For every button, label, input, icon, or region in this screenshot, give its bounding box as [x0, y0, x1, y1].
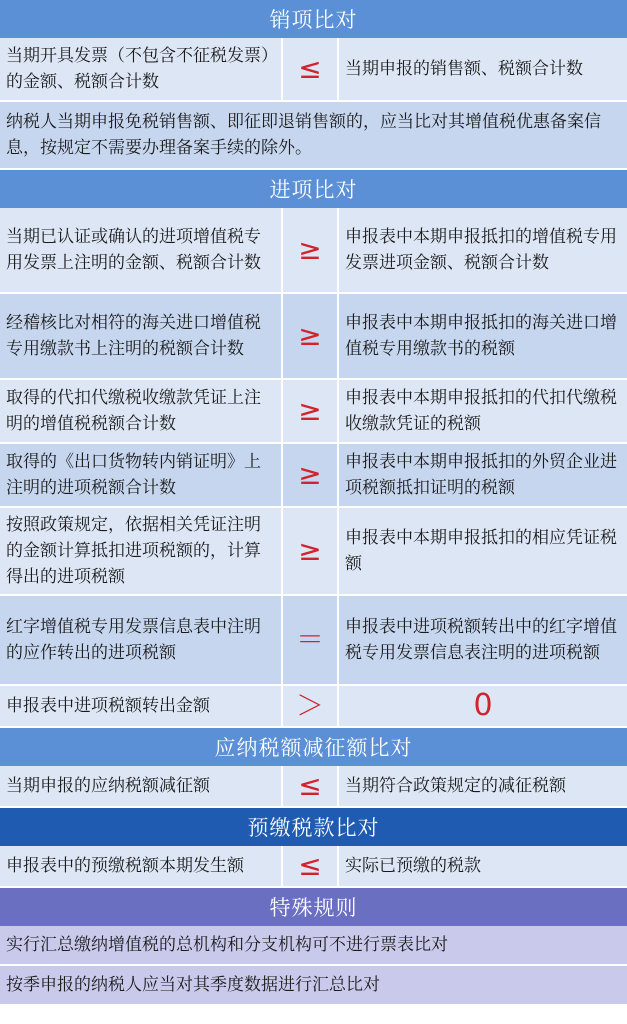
section-header-special: 特殊规则	[0, 888, 627, 926]
section-header-sales: 销项比对	[0, 0, 627, 38]
operator-cell: ≤	[283, 846, 339, 886]
section-header-prepaid: 预缴税款比对	[0, 808, 627, 846]
table-row	[0, 846, 627, 888]
right-cell: 申报表中本期申报抵扣的增值税专用发票进项金额、税额合计数	[345, 227, 617, 273]
section-header-reduction: 应纳税额减征额比对	[0, 728, 627, 766]
table-row	[0, 38, 627, 102]
right-cell: 当期申报的销售额、税额合计数	[345, 59, 583, 79]
right-cell: 申报表中本期申报抵扣的外贸企业进项税额抵扣证明的税额	[345, 452, 617, 498]
operator-cell: ≥	[283, 508, 339, 594]
table-row	[0, 766, 627, 808]
right-cell: 申报表中本期申报抵扣的相应凭证税额	[345, 528, 617, 574]
operator-cell: ≥	[283, 294, 339, 378]
sales-note: 纳税人当期申报免税销售额、即征即退销售额的，应当比对其增值税优惠备案信息，按规定不需要办理备案手续的除外。	[0, 102, 627, 170]
operator-cell: ≥	[283, 380, 339, 442]
section-header-input: 进项比对	[0, 170, 627, 208]
table-row	[0, 444, 627, 508]
operator-cell: ≥	[283, 208, 339, 292]
right-cell: 0	[473, 688, 493, 723]
right-cell: 申报表中本期申报抵扣的海关进口增值税专用缴款书的税额	[345, 313, 617, 359]
left-cell: 当期开具发票（不包含不征税发票）的金额、税额合计数	[0, 38, 283, 100]
table-row	[0, 380, 627, 444]
table-row	[0, 596, 627, 686]
left-cell: 当期申报的应纳税额减征额	[0, 766, 283, 806]
operator-cell: ＞	[283, 686, 339, 726]
operator-cell: ＝	[283, 596, 339, 684]
operator-cell: ≤	[283, 38, 339, 100]
left-cell: 按照政策规定，依据相关凭证注明的金额计算抵扣进项税额的，计算得出的进项税额	[0, 508, 283, 594]
right-cell: 申报表中进项税额转出中的红字增值税专用发票信息表注明的进项税额	[345, 617, 617, 663]
left-cell: 申报表中进项税额转出金额	[0, 686, 283, 726]
left-cell: 取得的《出口货物转内销证明》上注明的进项税额合计数	[0, 444, 283, 506]
right-cell: 申报表中本期申报抵扣的代扣代缴税收缴款凭证的税额	[345, 388, 617, 434]
special-note: 按季申报的纳税人应当对其季度数据进行汇总比对	[0, 966, 627, 1004]
operator-cell: ≤	[283, 766, 339, 806]
left-cell: 取得的代扣代缴税收缴款凭证上注明的增值税税额合计数	[0, 380, 283, 442]
right-cell: 当期符合政策规定的减征税额	[345, 776, 566, 796]
table-row	[0, 686, 627, 728]
left-cell: 申报表中的预缴税额本期发生额	[0, 846, 283, 886]
table-row	[0, 508, 627, 596]
left-cell: 当期已认证或确认的进项增值税专用发票上注明的金额、税额合计数	[0, 208, 283, 292]
operator-cell: ≥	[283, 444, 339, 506]
table-row	[0, 294, 627, 380]
left-cell: 红字增值税专用发票信息表中注明的应作转出的进项税额	[0, 596, 283, 684]
table-row	[0, 208, 627, 294]
left-cell: 经稽核比对相符的海关进口增值税专用缴款书上注明的税额合计数	[0, 294, 283, 378]
special-note: 实行汇总缴纳增值税的总机构和分支机构可不进行票表比对	[0, 926, 627, 966]
right-cell: 实际已预缴的税款	[345, 856, 481, 876]
